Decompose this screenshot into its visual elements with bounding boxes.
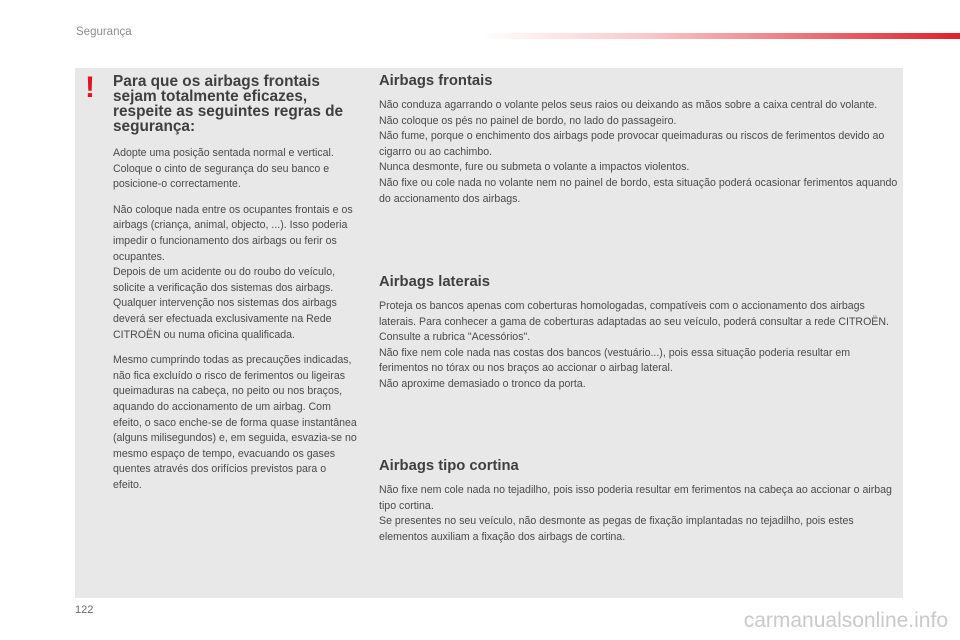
section-heading: Airbags laterais bbox=[379, 274, 491, 290]
watermark: carmanualsonline.info bbox=[743, 609, 948, 632]
warning-icon: ! bbox=[85, 71, 95, 104]
section-body: Não fixe nem cole nada no tejadilho, pois isso poderia resultar em ferimentos na cabeça ao accionar o airbag tipo cortina. Se presentes no seu veículo, não desmonte as pegas de fixação implantadas no tejadilho, pois estes elementos auxiliam a fixação dos airbags de cortina. bbox=[379, 484, 892, 543]
warning-paragraph-2: Não coloque nada entre os ocupantes frontais e os airbags (criança, animal, objecto, ...). Isso poderia impedir o funcionamento dos airbags ou ferir os ocupantes. Depois de um acidente ou do roubo do veículo, solicite a verificação dos sistemas dos airbags. Qualquer intervenção nos sistemas dos airbags deverá ser efectuada exclusivamente na Rede CITROËN ou numa oficina qualificada. bbox=[113, 203, 353, 341]
section-body: Não conduza agarrando o volante pelos seus raios ou deixando as mãos sobre a caixa central do volante. Não coloque os pés no painel de bordo, no lado do passageiro. Não fume, porque o enchimento dos airbags pode provocar queimaduras ou riscos de ferimentos devido ao cigarro ou ao cachimbo. Nunca desmonte, fure ou submeta o volante a impactos violentos. Não fixe ou cole nada no volante nem no painel de bordo, esta situação poderá ocasionar ferimentos aquando do accionamento dos airbags. bbox=[379, 99, 898, 205]
header-accent-bar bbox=[480, 33, 960, 39]
section-title: Segurança bbox=[76, 26, 132, 38]
section-body: Proteja os bancos apenas com coberturas homologadas, compatíveis com o accionamento dos airbags laterais. Para conhecer a gama de coberturas adaptadas ao seu veículo, poderá consultar a rede CITROËN. Consulte a rubrica "Acessórios". Não fixe nem cole nada nas costas dos bancos (vestuário...), pois essa situação poderia resultar em ferimentos no tórax ou nos braços ao accionar o airbag lateral. Não aproxime demasiado o tronco da porta. bbox=[379, 300, 889, 390]
section-front-airbags bbox=[379, 73, 899, 207]
section-heading: Airbags tipo cortina bbox=[379, 458, 519, 474]
page-number: 122 bbox=[75, 604, 94, 616]
section-heading: Airbags frontais bbox=[379, 73, 493, 89]
warning-box bbox=[113, 74, 357, 503]
warning-title: Para que os airbags frontais sejam totalmente eficazes, respeite as seguintes regras de segurança: bbox=[113, 73, 344, 135]
section-side-airbags bbox=[379, 274, 899, 393]
warning-paragraph-3: Mesmo cumprindo todas as precauções indicadas, não fica excluído o risco de ferimentos ou ligeiras queimaduras na cabeça, no peito ou nos braços, aquando do accionamento de um airbag. Com efeito, o saco enche-se de forma quase instantânea (alguns milisegundos) e, em seguida, esvazia-se no mesmo espaço de tempo, evacuando os gases quentes através dos orifícios previstos para o efeito. bbox=[113, 354, 357, 491]
warning-paragraph-1: Adopte uma posição sentada normal e vertical. Coloque o cinto de segurança do seu banco e posicione-o correctamente. bbox=[113, 147, 334, 191]
section-curtain-airbags bbox=[379, 458, 899, 545]
